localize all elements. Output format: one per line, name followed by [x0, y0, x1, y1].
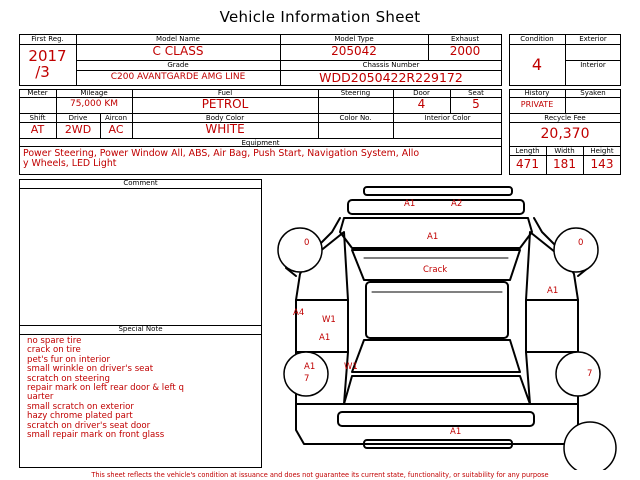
damage-rear-a1: A1 [450, 427, 462, 437]
door-label: Door [413, 89, 430, 97]
left-front-wheel [278, 228, 322, 272]
damage-left-a4: A4 [293, 308, 305, 318]
color-no-label: Color No. [339, 114, 372, 122]
equipment-line-2: y Wheels, LED Light [23, 158, 117, 169]
damage-left-front-door-w1: W1 [322, 315, 336, 325]
special-note-list [27, 337, 259, 440]
history-label: History [524, 89, 550, 97]
exterior-label: Exterior [579, 35, 607, 43]
damage-top-a2: A2 [451, 199, 463, 209]
special-note-label: Special Note [118, 325, 163, 333]
right-rear-wheel [556, 352, 600, 396]
list-item: hazy chrome plated part [27, 411, 133, 422]
chassis-label: Chassis Number [362, 61, 420, 69]
width-label: Width [554, 147, 575, 155]
exhaust-label: Exhaust [450, 35, 480, 43]
seat-count: 5 [472, 97, 480, 111]
page-title: Vehicle Information Sheet [219, 8, 421, 26]
chassis-number: WDD2050422R229172 [319, 70, 463, 85]
interior-color-label: Interior Color [424, 114, 471, 122]
recycle-fee-label: Recycle Fee [544, 114, 586, 122]
first-reg-month: /3 [35, 63, 50, 81]
roof [366, 282, 508, 338]
list-item: no spare tire [27, 336, 82, 346]
grade: C200 AVANTGARDE AMG LINE [110, 72, 246, 82]
list-item: pet's fur on interior [27, 354, 111, 365]
height-label: Height [590, 147, 614, 155]
list-item: small scratch on exterior [27, 401, 134, 412]
comment-label: Comment [123, 179, 158, 187]
interior-label: Interior [580, 61, 606, 69]
drive-label: Drive [68, 114, 88, 122]
recycle-fee: 20,370 [540, 126, 590, 142]
height: 143 [590, 157, 614, 171]
condition-grade: 4 [531, 55, 543, 74]
damage-windshield-crack: Crack [423, 265, 448, 275]
aircon: AC [108, 123, 124, 136]
rear-glass [352, 340, 520, 372]
aircon-label: Aircon [104, 114, 128, 122]
list-item: scratch on steering [27, 373, 110, 384]
shift: AT [30, 123, 45, 136]
model-name-label: Model Name [156, 35, 200, 43]
list-item: small wrinkle on driver's seat [27, 364, 154, 375]
damage-left-rear-a1: A1 [304, 362, 316, 372]
list-item: small repair mark on front glass [27, 430, 165, 441]
rear-bumper [338, 412, 534, 426]
body-color-label: Body Color [205, 114, 245, 122]
trunk [344, 376, 530, 404]
list-item: repair mark on left rear door & left q [27, 383, 184, 394]
damage-top-a1: A1 [404, 199, 416, 209]
model-type-label: Model Type [334, 35, 374, 43]
condition-label: Condition [520, 35, 554, 43]
width: 181 [553, 157, 576, 171]
mileage-label: Mileage [80, 89, 108, 97]
disclaimer-footer: This sheet reflects the vehicle's condition at issuance and does not guarantee its current state, functionality, or suitability for any purpose [91, 471, 549, 479]
damage-left-front-wheel: 0 [304, 238, 310, 248]
grade-label: Grade [167, 61, 189, 69]
damage-right-front-wheel: 0 [578, 238, 584, 248]
drive: 2WD [64, 123, 92, 136]
list-item: uarter [27, 392, 54, 403]
damage-left-rear-wheel: 7 [304, 374, 310, 384]
spare-wheel [564, 422, 616, 470]
equipment-line-1: Power Steering, Power Window All, ABS, Air Bag, Push Start, Navigation System, Allo [23, 148, 420, 159]
list-item: crack on tire [27, 345, 81, 356]
shift-label: Shift [29, 114, 46, 122]
body-color: WHITE [205, 122, 245, 136]
equipment-label: Equipment [241, 139, 280, 147]
front-grille [348, 200, 524, 214]
list-item: scratch on driver's seat door [27, 420, 151, 431]
first-reg-label: First Reg. [31, 35, 64, 43]
damage-left-front-door-a1: A1 [319, 333, 331, 343]
damage-right-front-a1: A1 [547, 286, 559, 296]
model-name: C CLASS [152, 44, 204, 58]
left-body-side [296, 218, 578, 444]
damage-left-rear-door-w1: W1 [344, 362, 358, 372]
meter-label: Meter [27, 89, 48, 97]
first-reg-year: 2017 [28, 47, 67, 65]
door-count: 4 [417, 97, 426, 111]
fuel-label: Fuel [217, 89, 233, 97]
length-label: Length [515, 147, 540, 155]
damage-hood-a1: A1 [427, 232, 439, 242]
mileage: 75,000 KM [69, 99, 119, 109]
front-bumper [364, 187, 512, 195]
fuel: PETROL [201, 97, 249, 111]
damage-right-rear-wheel: 7 [587, 369, 593, 379]
model-type: 205042 [331, 44, 377, 58]
steering-label: Steering [340, 89, 371, 97]
length: 471 [516, 157, 539, 171]
syaken-label: Syaken [580, 89, 606, 97]
history: PRIVATE [520, 100, 554, 109]
right-front-wheel [554, 228, 598, 272]
exhaust: 2000 [449, 44, 481, 58]
seat-label: Seat [468, 89, 484, 97]
